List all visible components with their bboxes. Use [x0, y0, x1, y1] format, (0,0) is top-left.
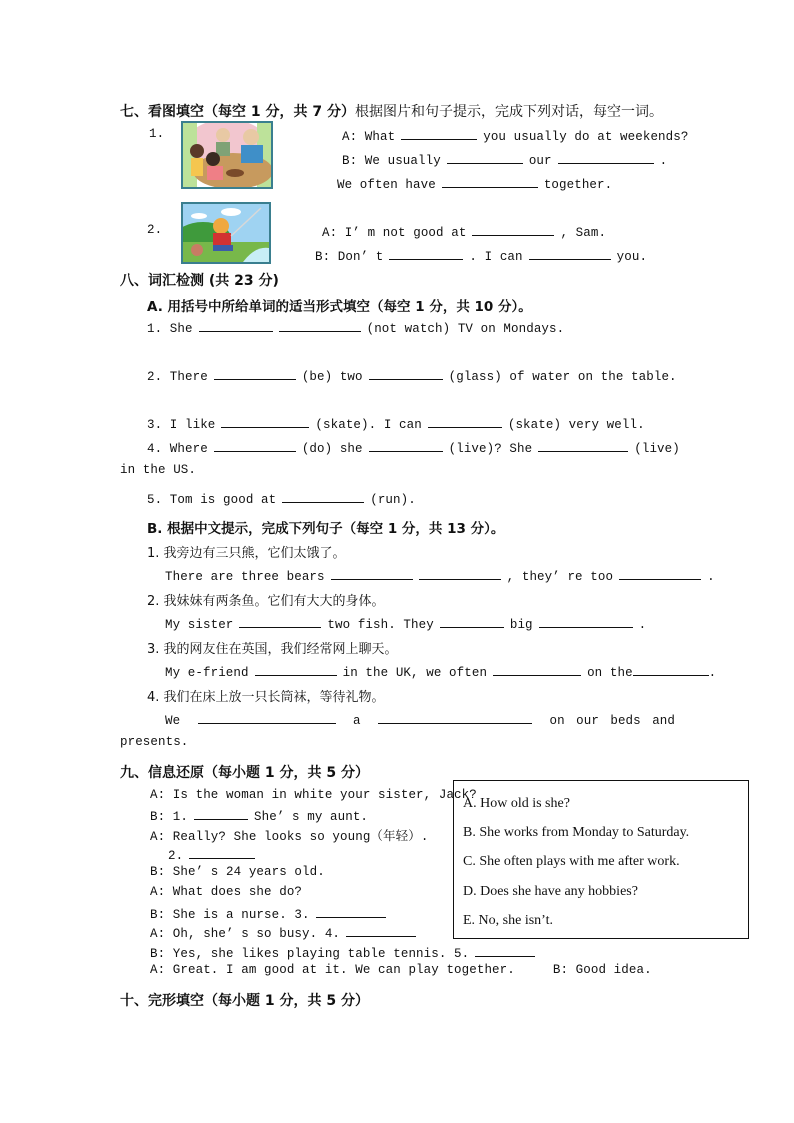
q8b-2-mid1: two fish. They — [327, 618, 434, 632]
answer-blank[interactable] — [214, 367, 296, 380]
q7-2-line-2-mid: . I can — [469, 250, 523, 264]
answer-blank[interactable] — [239, 615, 321, 628]
q8a-5-post: (run). — [370, 493, 416, 507]
q8b-1-post: . — [707, 570, 715, 584]
answer-blank[interactable] — [619, 567, 701, 580]
dialogue-line-4-pre: 2. — [168, 849, 184, 863]
q7-2-line-1-pre: A: I’ m not good at — [322, 226, 467, 240]
q8b-3-english — [165, 663, 716, 680]
section-7-title: 七、看图填空（每空 1 分，共 7 分） — [120, 104, 355, 120]
section-7-instructions: 根据图片和句子提示，完成下列对话，每空一词。 — [354, 104, 663, 120]
q8a-4-mid2: (live)? She — [448, 442, 533, 456]
q8b-1-pre: There are three bears — [165, 570, 325, 584]
answer-blank[interactable] — [493, 663, 581, 676]
q8b-1-chinese: 1. 我旁边有三只熊，它们太饿了。 — [147, 546, 346, 561]
q7-1-line-3-post: together. — [543, 178, 613, 192]
option-e: E. No, she isn’t. — [463, 913, 553, 928]
q7-2-number: 2. — [147, 223, 163, 237]
q7-1-line-2-post: . — [659, 154, 668, 168]
q8a-5-pre: 5. Tom is good at — [147, 493, 277, 507]
q7-1-number: 1. — [149, 127, 165, 141]
q8b-4-english — [165, 711, 675, 728]
answer-blank[interactable] — [447, 151, 523, 164]
dialogue-line-10 — [150, 963, 652, 977]
q8b-4-mid3: our — [576, 714, 599, 728]
q8a-3 — [147, 415, 645, 432]
answer-blank[interactable] — [282, 490, 364, 503]
q8a-4-post: (live) — [634, 442, 680, 456]
q7-2-line-1-post: , Sam. — [560, 226, 607, 240]
answer-blank[interactable] — [331, 567, 413, 580]
q8b-2-post: . — [638, 618, 647, 632]
q8a-3-pre: 3. I like — [147, 418, 216, 432]
q8b-3-pre: My e-friend — [165, 666, 249, 680]
dialogue-line-9 — [150, 944, 541, 961]
section-8b-heading: B. 根据中文提示，完成下列句子（每空 1 分，共 13 分）。 — [147, 521, 505, 537]
answer-blank[interactable] — [221, 415, 309, 428]
option-b: B. She works from Monday to Saturday. — [463, 825, 690, 840]
q7-1-line-3 — [337, 175, 612, 192]
dialogue-line-9-pre: B: Yes, she likes playing table tennis. 5. — [150, 947, 470, 961]
q8b-2-chinese: 2. 我妹妹有两条鱼。它们有大大的身体。 — [147, 594, 385, 609]
dialogue-line-10-text: A: Great. I am good at it. We can play together. — [150, 963, 515, 977]
option-c: C. She often plays with me after work. — [463, 854, 680, 869]
q8a-4 — [147, 439, 680, 456]
answer-blank-4[interactable] — [346, 924, 416, 937]
answer-blank[interactable] — [419, 567, 501, 580]
q8b-3-post: . — [708, 666, 717, 680]
q7-1-line-1 — [342, 127, 688, 144]
dialogue-line-5: B: She’ s 24 years old. — [150, 865, 325, 879]
answer-blank[interactable] — [389, 247, 463, 260]
answer-blank-3[interactable] — [316, 905, 386, 918]
q8a-3-mid: (skate). I can — [315, 418, 422, 432]
q8b-3-mid2: on the — [587, 666, 633, 680]
dialogue-line-3: A: Really? She looks so young（年轻）. — [150, 830, 429, 844]
dialogue-line-7-pre: B: She is a nurse. 3. — [150, 908, 310, 922]
section-8a-heading: A. 用括号中所给单词的适当形式填空（每空 1 分，共 10 分）。 — [147, 299, 532, 315]
dialogue-line-7 — [150, 905, 392, 922]
answer-blank[interactable] — [633, 663, 709, 676]
q7-1-line-1-post: you usually do at weekends? — [483, 130, 689, 144]
q7-1-line-2 — [342, 151, 667, 168]
answer-blank[interactable] — [538, 439, 628, 452]
q7-1-line-3-pre: We often have — [337, 178, 436, 192]
q8b-4-mid2: on — [549, 714, 565, 728]
dialogue-line-4 — [168, 846, 261, 863]
q8a-1 — [147, 319, 564, 336]
answer-blank[interactable] — [539, 615, 633, 628]
family-dinner-picture-icon — [181, 121, 273, 189]
q8b-4-mid1: a — [353, 714, 361, 728]
answer-blank-1[interactable] — [194, 807, 248, 820]
answer-blank[interactable] — [529, 247, 611, 260]
dialogue-line-2 — [150, 807, 368, 824]
q7-1-line-1-pre: A: What — [342, 130, 396, 144]
q7-2-line-1 — [322, 223, 606, 240]
q8a-4-wrap: in the US. — [120, 463, 197, 477]
q7-2-line-2-pre: B: Don’ t — [315, 250, 384, 264]
answer-blank[interactable] — [214, 439, 296, 452]
dialogue-line-6: A: What does she do? — [150, 885, 303, 899]
dialogue-line-8-pre: A: Oh, she’ s so busy. 4. — [150, 927, 341, 941]
answer-blank[interactable] — [442, 175, 538, 188]
dialogue-line-1: A: Is the woman in white your sister, Jack? — [150, 788, 477, 802]
section-7-heading — [120, 101, 663, 121]
q8a-2-mid: (be) two — [301, 370, 363, 384]
answer-blank-2[interactable] — [189, 846, 255, 859]
answer-blank[interactable] — [369, 439, 443, 452]
answer-blank[interactable] — [440, 615, 504, 628]
answer-blank[interactable] — [198, 711, 336, 724]
option-d: D. Does she have any hobbies? — [463, 884, 638, 899]
dialogue-line-2-pre: B: 1. — [150, 810, 189, 824]
option-a: A. How old is she? — [463, 796, 570, 811]
q8a-3-post: (skate) very well. — [507, 418, 645, 432]
answer-blank[interactable] — [428, 415, 502, 428]
q8b-2-pre: My sister — [165, 618, 234, 632]
q8b-3-chinese: 3. 我的网友住在英国，我们经常网上聊天。 — [147, 642, 398, 657]
options-box — [453, 780, 749, 939]
answer-blank[interactable] — [199, 319, 273, 332]
q8b-4-chinese: 4. 我们在床上放一只长筒袜，等待礼物。 — [147, 690, 385, 705]
q8a-4-mid1: (do) she — [301, 442, 363, 456]
q8b-4-pre: We — [165, 714, 181, 728]
q8b-4-mid5: and — [652, 714, 675, 728]
q8b-4-wrap: presents. — [120, 735, 189, 749]
section-10-heading: 十、完形填空（每小题 1 分，共 5 分） — [120, 993, 369, 1009]
dialogue-line-8 — [150, 924, 422, 941]
q7-2-line-2-post: you. — [616, 250, 648, 264]
q8a-4-pre: 4. Where — [147, 442, 208, 456]
q8a-2-post: (glass) of water on the table. — [448, 370, 677, 384]
q8a-5 — [147, 490, 416, 507]
answer-blank[interactable] — [558, 151, 654, 164]
answer-blank[interactable] — [369, 367, 443, 380]
q8b-2-english — [165, 615, 646, 632]
answer-blank[interactable] — [378, 711, 532, 724]
answer-blank[interactable] — [255, 663, 337, 676]
q8b-1-mid: , they’ re too — [506, 570, 614, 584]
q8a-1-pre: 1. She — [147, 322, 193, 336]
answer-blank[interactable] — [401, 127, 477, 140]
q8a-1-post: (not watch) TV on Mondays. — [366, 322, 565, 336]
q7-2-line-2 — [315, 247, 647, 264]
answer-blank-5[interactable] — [475, 944, 535, 957]
q8b-2-mid2: big — [509, 618, 533, 632]
q7-1-line-2-mid: our — [528, 154, 552, 168]
dialogue-line-2-post: She’ s my aunt. — [254, 810, 369, 824]
cat-fishing-picture-icon — [181, 202, 271, 264]
q8b-3-mid1: in the UK, we often — [342, 666, 488, 680]
section-9-heading: 九、信息还原（每小题 1 分，共 5 分） — [120, 765, 369, 781]
q8a-2 — [147, 367, 677, 384]
q7-1-line-2-pre: B: We usually — [342, 154, 441, 168]
q8b-4-mid4: beds — [610, 714, 641, 728]
q8a-2-pre: 2. There — [147, 370, 208, 384]
section-8-heading: 八、词汇检测 (共 23 分) — [120, 273, 279, 289]
answer-blank[interactable] — [472, 223, 554, 236]
dialogue-line-10-extra: B: Good idea. — [552, 963, 652, 977]
q8b-1-english — [165, 567, 715, 584]
answer-blank[interactable] — [279, 319, 361, 332]
